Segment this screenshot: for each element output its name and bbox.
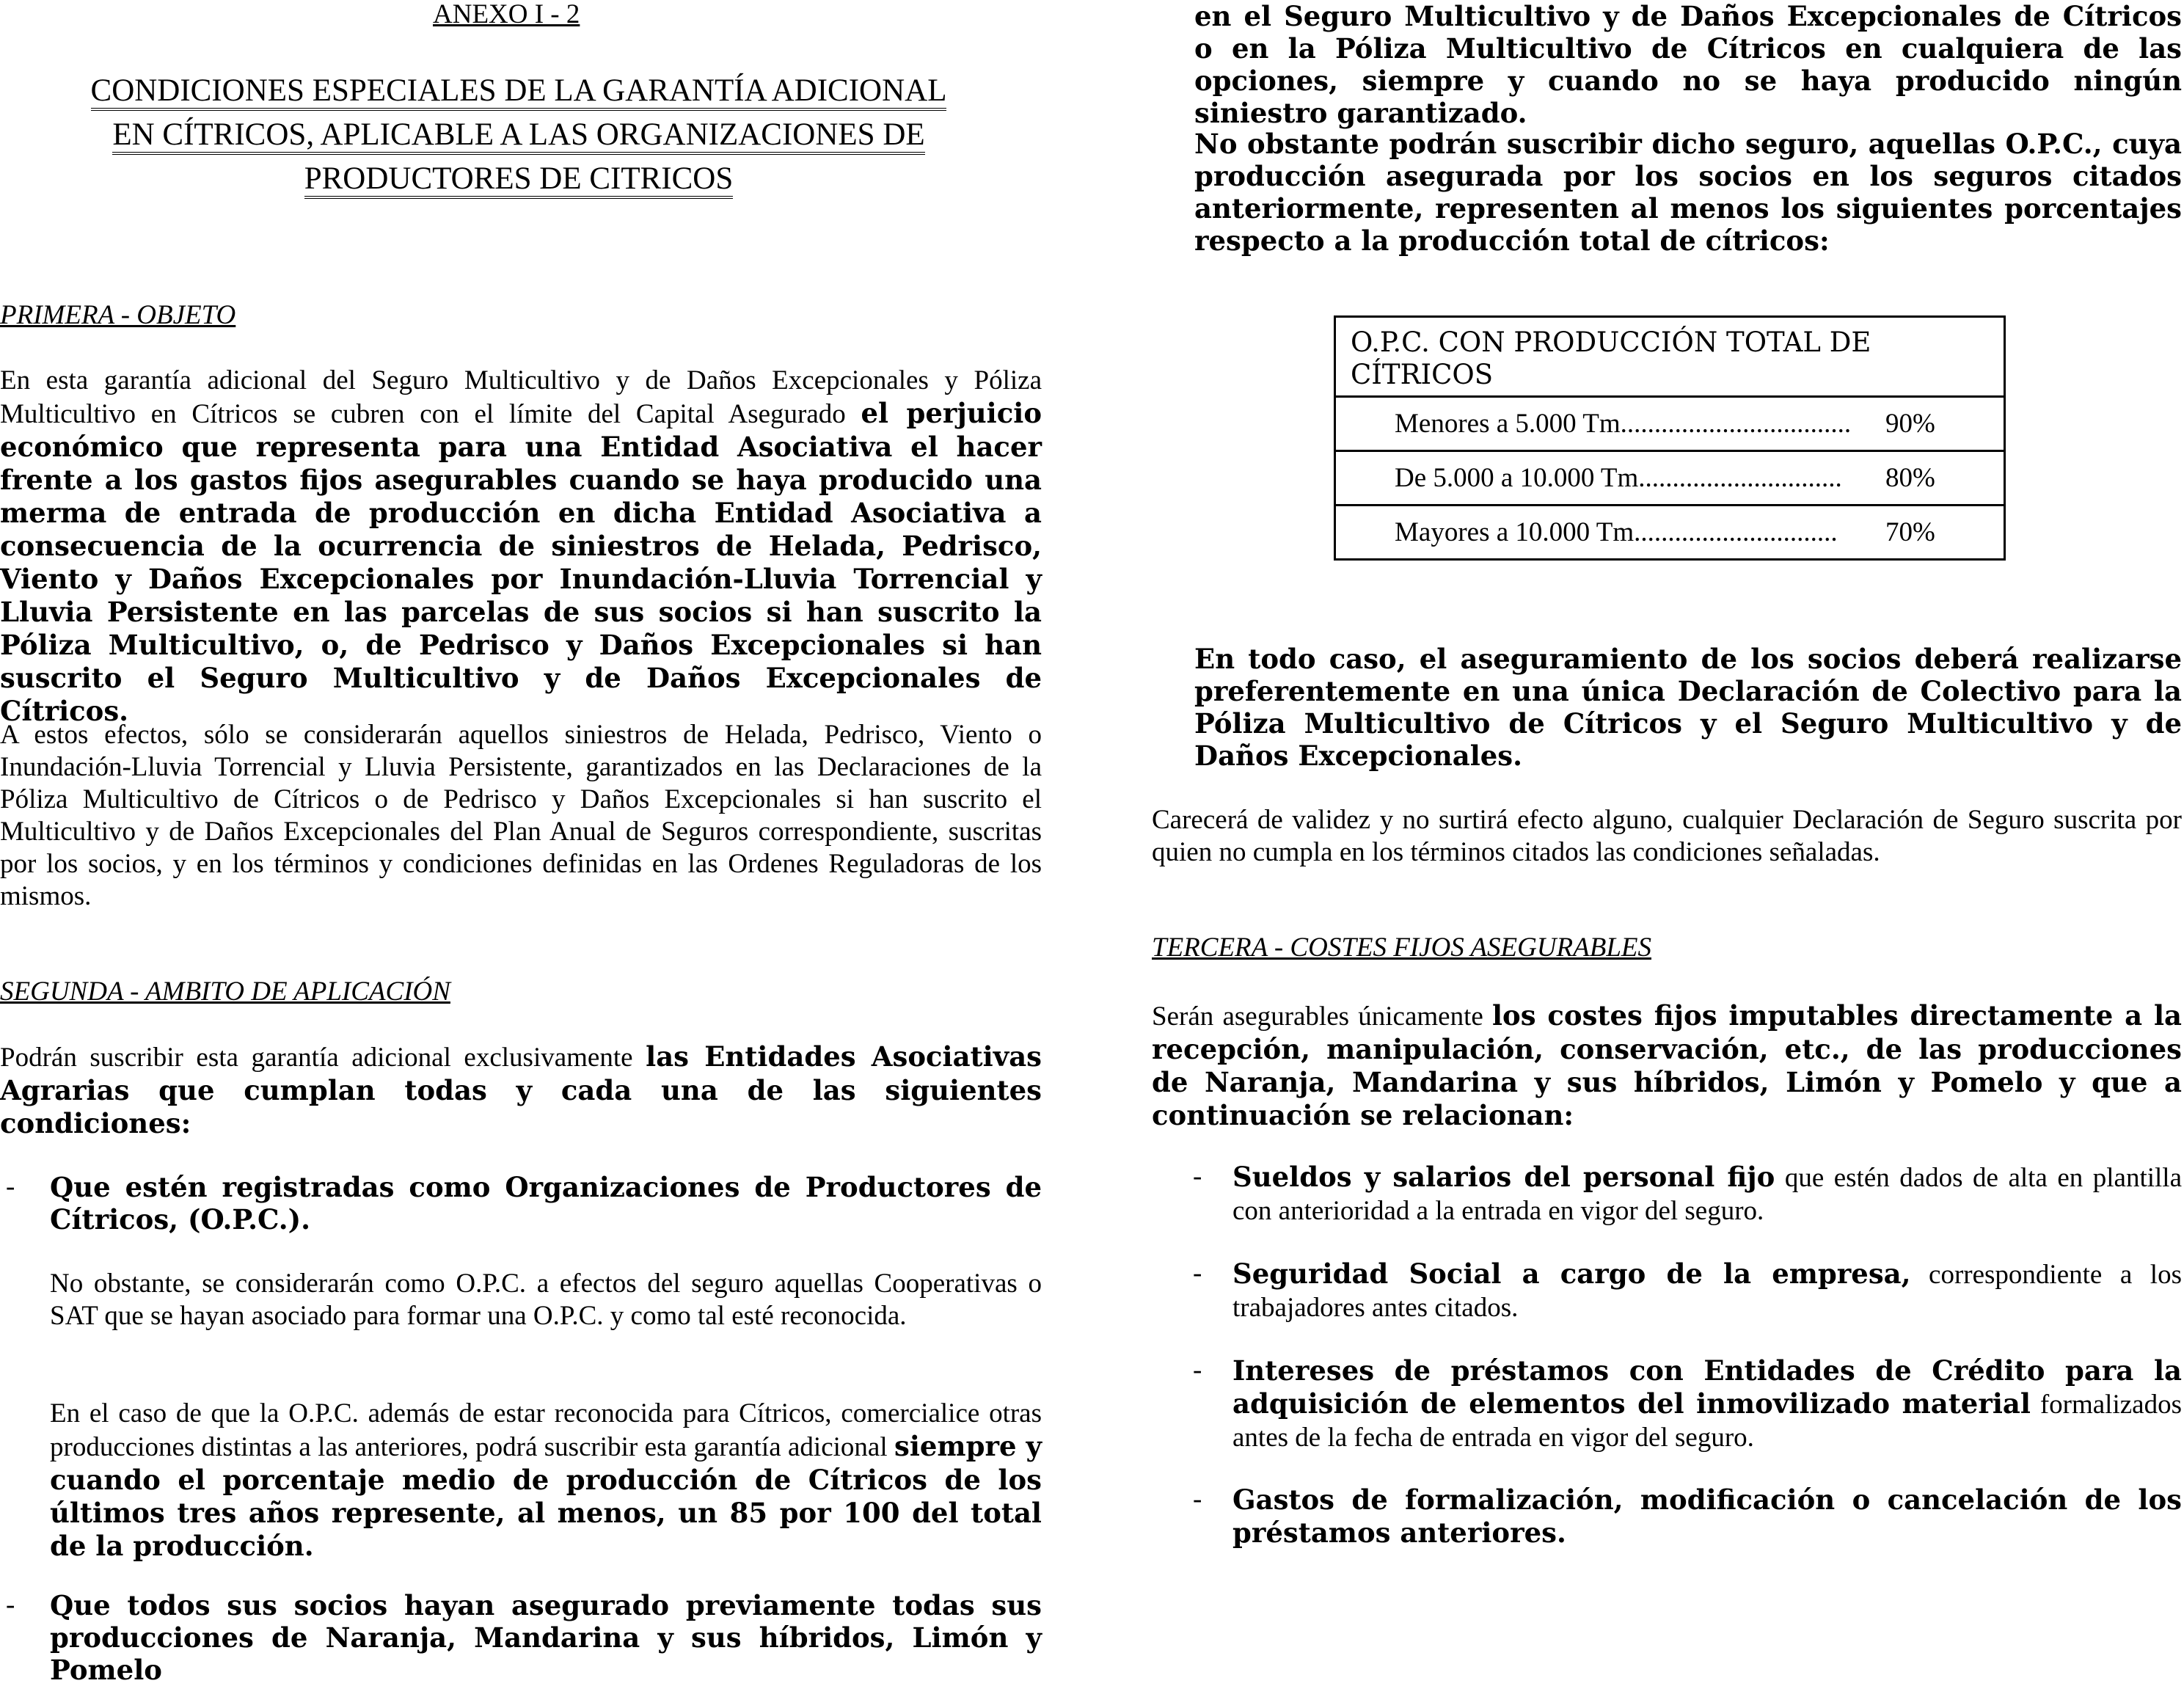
table-row-value: 70% <box>1885 506 2005 560</box>
primera-p1-bold: el perjuicio económico que representa para una Entidad Asociativa el hacer frente a los gastos fijos asegurables cuando se haya producido una merma de entrada de producción en dicha Entidad Asociativa a consecuencia de la ocurrencia de siniestros de Helada, Pedrisco, Viento y Daños Excepcionales por Inundación-Lluvia Torrencial y Lluvia Persistente en las parcelas de sus socios si han suscrito la Póliza Multicultivo, o, de Pedrisco y Daños Excepcionales si han suscrito el Seguro Multicultivo y de Daños Excepcionales de Cítricos. <box>0 397 1042 727</box>
section-heading-primera: PRIMERA - OBJETO <box>0 300 236 330</box>
segunda-item-1-detail-bold: siempre y cuando el porcentaje medio de producción de Cítricos de los últimos tres años represente, al menos, un 85 por 100 del total de la producción. <box>50 1430 1042 1562</box>
document-title <box>18 69 1020 201</box>
list-dash: - <box>1193 1161 1202 1191</box>
annex-label: ANEXO I - 2 <box>433 0 580 29</box>
list-dash: - <box>1193 1355 1202 1385</box>
tercera-item-1-bold: Sueldos y salarios del personal fijo <box>1232 1161 1775 1193</box>
table-row-value: 80% <box>1885 451 2005 506</box>
table-row-label: Menores a 5.000 Tm.................................. <box>1335 397 1885 451</box>
table-header: O.P.C. CON PRODUCCIÓN TOTAL DE CÍTRICOS <box>1351 326 1871 390</box>
segunda-intro <box>0 1040 1042 1140</box>
tercera-item-4 <box>1232 1484 2182 1550</box>
primera-p1-regular: En esta garantía adicional del Seguro Multicultivo y de Daños Excepcionales y Póliza Multicultivo en Cítricos se cubren con el límite del Capital Asegurado <box>0 365 1042 429</box>
tercera-item-1-regular: que estén dados de alta en plantilla con anterioridad a la entrada en vigor del seguro. <box>1232 1163 2182 1226</box>
table-row <box>1335 397 2005 451</box>
tercera-item-4-bold: Gastos de formalización, modificación o cancelación de los préstamos anteriores. <box>1232 1484 2182 1549</box>
segunda-intro-bold: las Entidades Asociativas Agrarias que cumplan todas y cada una de las siguientes condiciones: <box>0 1040 1042 1139</box>
list-dash: - <box>6 1590 15 1620</box>
tercera-intro-bold: los costes fijos imputables directamente a la recepción, manipulación, conservación, etc., de las producciones de Naranja, Mandarina y sus híbridos, Limón y Pomelo y que a continuación se relacionan: <box>1152 999 2182 1131</box>
title-line-2: EN CÍTRICOS, APLICABLE A LAS ORGANIZACIONES DE <box>112 117 924 155</box>
tercera-item-3 <box>1232 1354 2182 1454</box>
tercera-item-2-bold: Seguridad Social a cargo de la empresa, <box>1232 1258 1911 1290</box>
title-line-1: CONDICIONES ESPECIALES DE LA GARANTÍA ADICIONAL <box>91 73 947 111</box>
list-dash: - <box>6 1172 15 1202</box>
tercera-item-2-regular: correspondiente a los trabajadores antes citados. <box>1232 1260 2182 1323</box>
tercera-item-1 <box>1232 1161 2182 1227</box>
after-table-paragraph-1: En todo caso, el aseguramiento de los socios deberá realizarse preferentemente en una única Declaración de Colectivo para la Póliza Multicultivo de Cítricos y el Seguro Multicultivo y de Daños Excepcionales. <box>1194 643 2182 772</box>
section-heading-segunda: SEGUNDA - AMBITO DE APLICACIÓN <box>0 977 450 1007</box>
production-percentage-table <box>1334 315 2006 561</box>
tercera-intro <box>1152 999 2182 1132</box>
after-table-paragraph-2: Carecerá de validez y no surtirá efecto alguno, cualquier Declaración de Seguro suscrita por quien no cumpla en los términos citados las condiciones señaladas. <box>1152 805 2182 867</box>
primera-paragraph-2: A estos efectos, sólo se considerarán aquellos siniestros de Helada, Pedrisco, Viento o Inundación-Lluvia Torrencial y Lluvia Persistente, garantizados en las Declaraciones de la Póliza Multicultivo de Cítricos o de Pedrisco y Daños Excepcionales si han suscrito el Multicultivo y de Daños Excepcionales del Plan Anual de Seguros correspondiente, suscritas por los socios, y en los términos y condiciones definidas en las Ordenes Reguladoras de los mismos. <box>0 720 1042 911</box>
title-line-3: PRODUCTORES DE CITRICOS <box>304 161 734 199</box>
list-dash: - <box>1193 1484 1202 1514</box>
tercera-item-3-bold: Intereses de préstamos con Entidades de Crédito para la adquisición de elementos del inmovilizado material <box>1232 1354 2182 1420</box>
segunda-item-1: Que estén registradas como Organizaciones de Productores de Cítricos, (O.P.C.). <box>50 1171 1042 1236</box>
segunda-intro-regular: Podrán suscribir esta garantía adicional exclusivamente <box>0 1043 646 1073</box>
segunda-item-1-detail-regular: En el caso de que la O.P.C. además de estar reconocida para Cítricos, comercialice otras producciones distintas a las anteriores, podrá suscribir esta garantía adicional <box>50 1398 1042 1462</box>
table-row-value: 90% <box>1885 397 2005 451</box>
tercera-intro-regular: Serán asegurables únicamente <box>1152 1001 1492 1032</box>
segunda-item-2-continued: en el Seguro Multicultivo y de Daños Excepcionales de Cítricos o en la Póliza Multicultivo de Cítricos en cualquiera de las opciones, siempre y cuando no se haya producido ningún siniestro garantizado. <box>1194 0 2182 129</box>
table-row <box>1335 506 2005 560</box>
segunda-item-1-detail <box>50 1397 1042 1563</box>
tercera-item-2 <box>1232 1258 2182 1324</box>
table-row <box>1335 451 2005 506</box>
table-row-label: De 5.000 a 10.000 Tm.............................. <box>1335 451 1885 506</box>
segunda-item-1-note: No obstante, se considerarán como O.P.C. a efectos del seguro aquellas Cooperativas o SAT que se hayan asociado para formar una O.P.C. y como tal esté reconocida. <box>50 1269 1042 1331</box>
tercera-item-3-regular: formalizados antes de la fecha de entrada en vigor del seguro. <box>1232 1390 2182 1453</box>
segunda-item-2-note: No obstante podrán suscribir dicho seguro, aquellas O.P.C., cuya producción asegurada por los socios en los seguros citados anteriormente, representen al menos los siguientes porcentajes respecto a la producción total de cítricos: <box>1194 128 2182 257</box>
section-heading-tercera: TERCERA - COSTES FIJOS ASEGURABLES <box>1152 933 1652 963</box>
segunda-item-2: Que todos sus socios hayan asegurado previamente todas sus producciones de Naranja, Mandarina y sus híbridos, Limón y Pomelo <box>50 1589 1042 1686</box>
list-dash: - <box>1193 1258 1202 1288</box>
primera-paragraph-1 <box>0 364 1042 728</box>
table-row-label: Mayores a 10.000 Tm.............................. <box>1335 506 1885 560</box>
